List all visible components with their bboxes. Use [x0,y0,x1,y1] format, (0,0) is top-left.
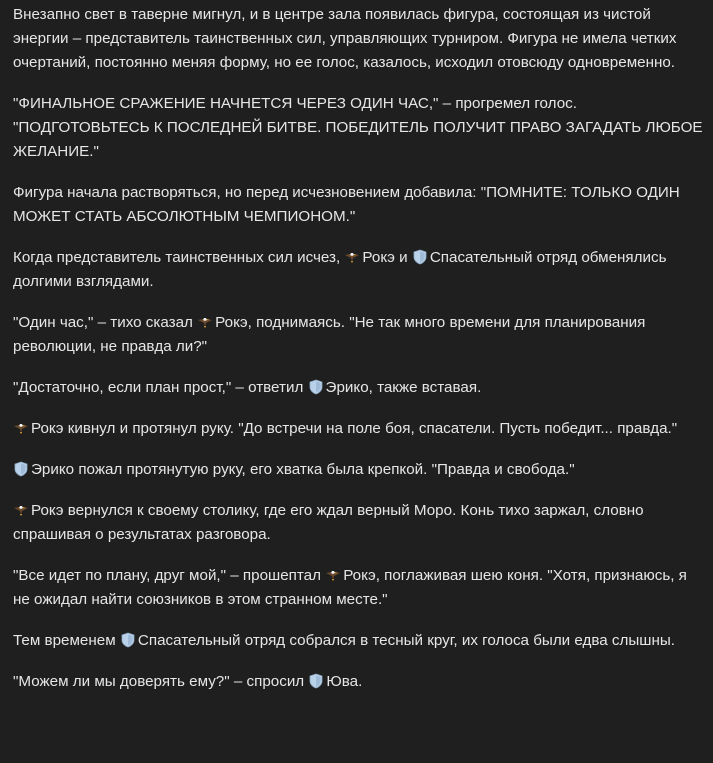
paragraph-text: "Один час," – тихо сказал [13,314,198,331]
paragraph-text: Эрико, также вставая. [325,379,482,396]
paragraph-text: "ФИНАЛЬНОЕ СРАЖЕНИЕ НАЧНЕТСЯ ЧЕРЕЗ ОДИН ЧАС," – прогремел голос. "ПОДГОТОВЬТЕСЬ К ПОСЛЕДНЕЙ БИТВЕ. ПОБЕДИТЕЛЬ ПОЛУЧИТ ПРАВО ЗАГАДАТЬ ЛЮБОЕ ЖЕЛАНИЕ." [13,95,703,160]
story-paragraph [13,499,703,547]
eagle-icon [325,567,341,583]
shield-icon [308,673,324,689]
story-paragraph [13,670,703,694]
story-paragraph [13,311,703,359]
story-paragraph [13,564,703,612]
paragraph-text: "Можем ли мы доверять ему?" – спросил [13,673,309,690]
eagle-icon [197,314,213,330]
story-paragraph [13,417,703,441]
story-paragraph [13,92,703,164]
shield-icon [412,249,428,265]
paragraph-text: Рокэ вернулся к своему столику, где его ждал верный Моро. Конь тихо заржал, словно спрашивая о результатах разговора. [13,502,644,543]
paragraph-text: Рокэ, поднимаясь. "Не так много времени для планирования революции, не правда ли?" [13,314,646,355]
story-paragraph [13,376,703,400]
paragraph-text: Рокэ и [362,249,412,266]
paragraph-text: Рокэ, поглаживая шею коня. "Хотя, признаюсь, я не ожидал найти союзников в этом странном месте." [13,567,687,608]
story-paragraph [13,246,703,294]
eagle-icon [13,502,29,518]
paragraph-text: Тем временем [13,632,120,649]
shield-icon [120,632,136,648]
eagle-icon [344,249,360,265]
paragraph-text: Эрико пожал протянутую руку, его хватка была крепкой. "Правда и свобода." [31,461,575,478]
paragraph-text: Рокэ кивнул и протянул руку. "До встречи на поле боя, спасатели. Пусть победит... правда." [31,420,678,437]
story-paragraph [13,458,703,482]
story-paragraph [13,181,703,229]
shield-icon [308,379,324,395]
paragraph-text: Внезапно свет в таверне мигнул, и в центре зала появилась фигура, состоящая из чистой энергии – представитель таинственных сил, управляющих турниром. Фигура не имела четких очертаний, постоянно меняя форму, но ее голос, казалось, исходил отовсюду одновременно. [13,6,677,71]
story-paragraph [13,3,703,75]
shield-icon [13,461,29,477]
paragraph-text: Фигура начала растворяться, но перед исчезновением добавила: "ПОМНИТЕ: ТОЛЬКО ОДИН МОЖЕТ СТАТЬ АБСОЛЮТНЫМ ЧЕМПИОНОМ." [13,184,680,225]
paragraph-text: "Достаточно, если план прост," – ответил [13,379,308,396]
paragraph-text: Спасательный отряд собрался в тесный круг, их голоса были едва слышны. [137,632,676,649]
paragraph-text: Юва. [326,673,363,690]
paragraph-text: "Все идет по плану, друг мой," – прошептал [13,567,326,584]
eagle-icon [13,420,29,436]
story-paragraph [13,629,703,653]
paragraph-text: Спасательный отряд обменялись долгими взглядами. [13,249,667,290]
paragraph-text: Когда представитель таинственных сил исчез, [13,249,345,266]
